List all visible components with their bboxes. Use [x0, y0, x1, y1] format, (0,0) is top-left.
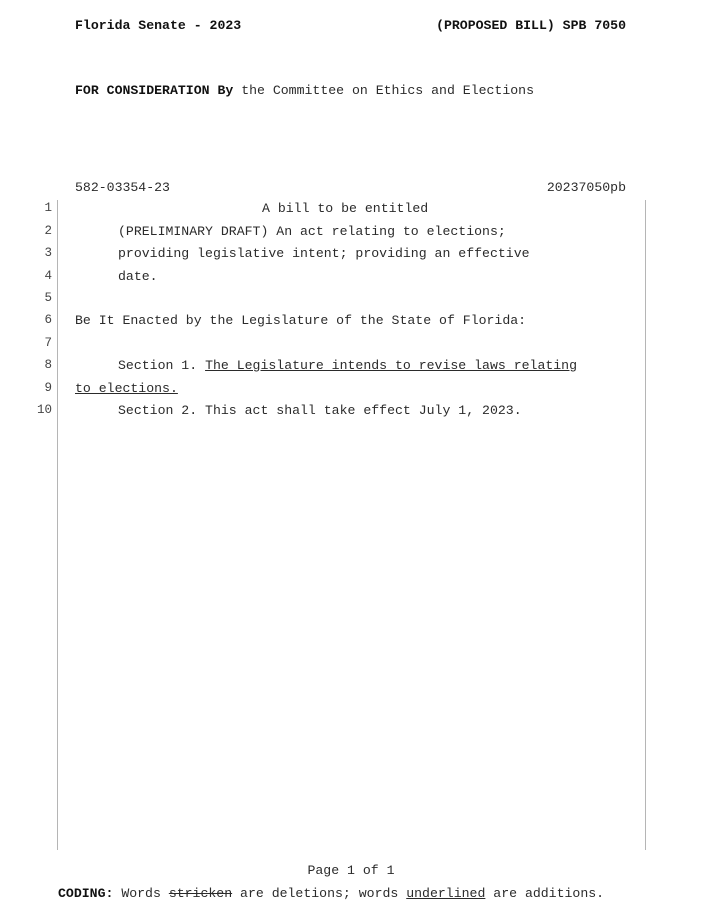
bill-file-code: 20237050pb	[546, 180, 626, 195]
left-margin-rule	[57, 200, 58, 850]
committee-name: the Committee on Ethics and Elections	[233, 83, 535, 98]
underlined-example: underlined	[406, 886, 486, 901]
coding-text: Words	[113, 886, 169, 901]
line-number: 10	[36, 403, 52, 417]
page-number: Page 1 of 1	[307, 863, 395, 878]
bill-text-line: providing legislative intent; providing an effective	[118, 246, 530, 261]
line-number: 6	[44, 313, 52, 327]
section-1-line	[118, 358, 577, 373]
line-number: 9	[44, 381, 52, 395]
coding-text: are deletions; words	[232, 886, 407, 901]
drafting-code: 582-03354-23	[75, 180, 170, 195]
consideration-line	[75, 83, 534, 98]
line-number: 3	[44, 246, 52, 260]
line-number: 1	[44, 201, 52, 215]
section-1-label: Section 1.	[118, 358, 206, 373]
right-margin-rule	[645, 200, 646, 850]
added-text: The Legislature intends to revise laws relating	[205, 358, 578, 373]
added-text: to elections.	[75, 381, 178, 396]
bill-number-header: (PROPOSED BILL) SPB 7050	[436, 18, 626, 33]
chamber-year-header: Florida Senate - 2023	[75, 18, 242, 33]
consideration-label: FOR CONSIDERATION By	[75, 83, 234, 98]
line-number: 8	[44, 358, 52, 372]
line-number: 4	[44, 269, 52, 283]
stricken-example: stricken	[168, 886, 233, 901]
enacting-clause: Be It Enacted by the Legislature of the State of Florida:	[75, 313, 527, 328]
line-number: 5	[44, 291, 52, 305]
coding-text: are additions.	[485, 886, 605, 901]
coding-label: CODING:	[58, 886, 114, 901]
bill-text-line: date.	[118, 269, 158, 284]
coding-legend	[58, 886, 604, 901]
line-number: 2	[44, 224, 52, 238]
line-number: 7	[44, 336, 52, 350]
bill-title-line: A bill to be entitled	[262, 201, 429, 216]
bill-text-line: (PRELIMINARY DRAFT) An act relating to elections;	[118, 224, 506, 239]
section-2-line: Section 2. This act shall take effect July 1, 2023.	[118, 403, 522, 418]
